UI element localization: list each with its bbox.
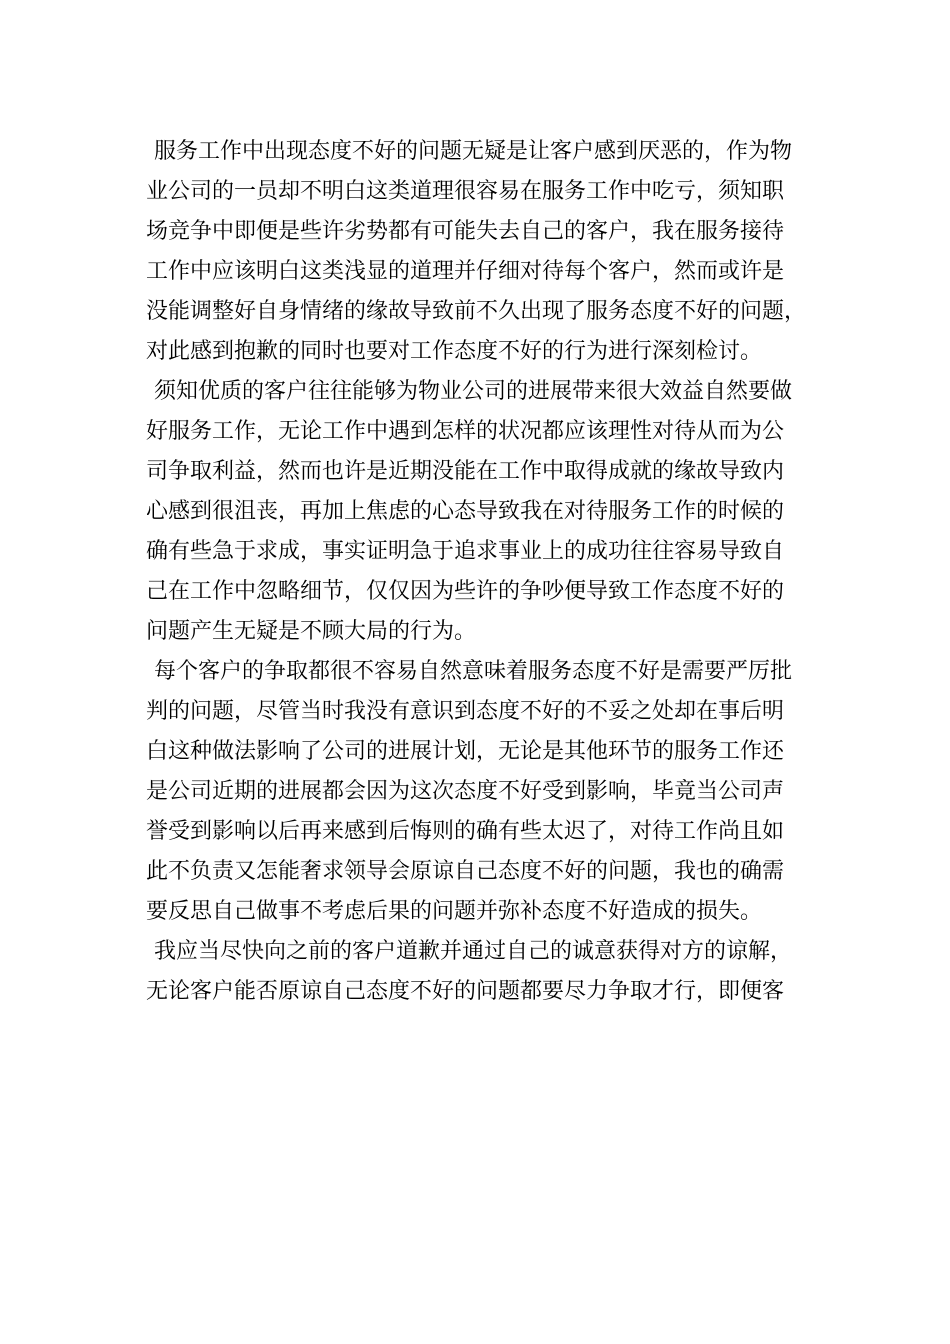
text-line: 要反思自己做事不考虑后果的问题并弥补态度不好造成的损失。 <box>146 899 763 924</box>
text-line: 对此感到抱歉的同时也要对工作态度不好的行为进行深刻检讨。 <box>146 339 763 364</box>
text-line: 须知优质的客户往往能够为物业公司的进展带来很大效益自然要做 <box>154 379 793 404</box>
text-line: 誉受到影响以后再来感到后悔则的确有些太迟了，对待工作尚且如 <box>146 819 785 844</box>
text-line: 是公司近期的进展都会因为这次态度不好受到影响，毕竟当公司声 <box>146 779 785 804</box>
text-line: 没能调整好自身情绪的缘故导致前不久出现了服务态度不好的问题， <box>146 299 807 324</box>
text-line: 场竞争中即便是些许劣势都有可能失去自己的客户，我在服务接待 <box>146 219 785 244</box>
text-line: 此不负责又怎能奢求领导会原谅自己态度不好的问题，我也的确需 <box>146 859 785 884</box>
document-body <box>146 132 826 1012</box>
text-line: 工作中应该明白这类浅显的道理并仔细对待每个客户，然而或许是 <box>146 259 785 284</box>
text-line: 每个客户的争取都很不容易自然意味着服务态度不好是需要严厉批 <box>154 659 793 684</box>
text-line: 业公司的一员却不明白这类道理很容易在服务工作中吃亏，须知职 <box>146 179 785 204</box>
text-line: 白这种做法影响了公司的进展计划，无论是其他环节的服务工作还 <box>146 739 785 764</box>
text-line: 判的问题，尽管当时我没有意识到态度不好的不妥之处却在事后明 <box>146 699 785 724</box>
text-line: 我应当尽快向之前的客户道歉并通过自己的诚意获得对方的谅解， <box>154 939 793 964</box>
text-line: 心感到很沮丧，再加上焦虑的心态导致我在对待服务工作的时候的 <box>146 499 785 524</box>
text-line: 己在工作中忽略细节，仅仅因为些许的争吵便导致工作态度不好的 <box>146 579 785 604</box>
text-line: 确有些急于求成，事实证明急于追求事业上的成功往往容易导致自 <box>146 539 785 564</box>
text-line: 服务工作中出现态度不好的问题无疑是让客户感到厌恶的，作为物 <box>154 139 793 164</box>
text-line: 好服务工作，无论工作中遇到怎样的状况都应该理性对待从而为公 <box>146 419 785 444</box>
text-line: 司争取利益，然而也许是近期没能在工作中取得成就的缘故导致内 <box>146 459 785 484</box>
text-line: 问题产生无疑是不顾大局的行为。 <box>146 619 477 644</box>
text-line: 无论客户能否原谅自己态度不好的问题都要尽力争取才行，即便客 <box>146 979 785 1004</box>
